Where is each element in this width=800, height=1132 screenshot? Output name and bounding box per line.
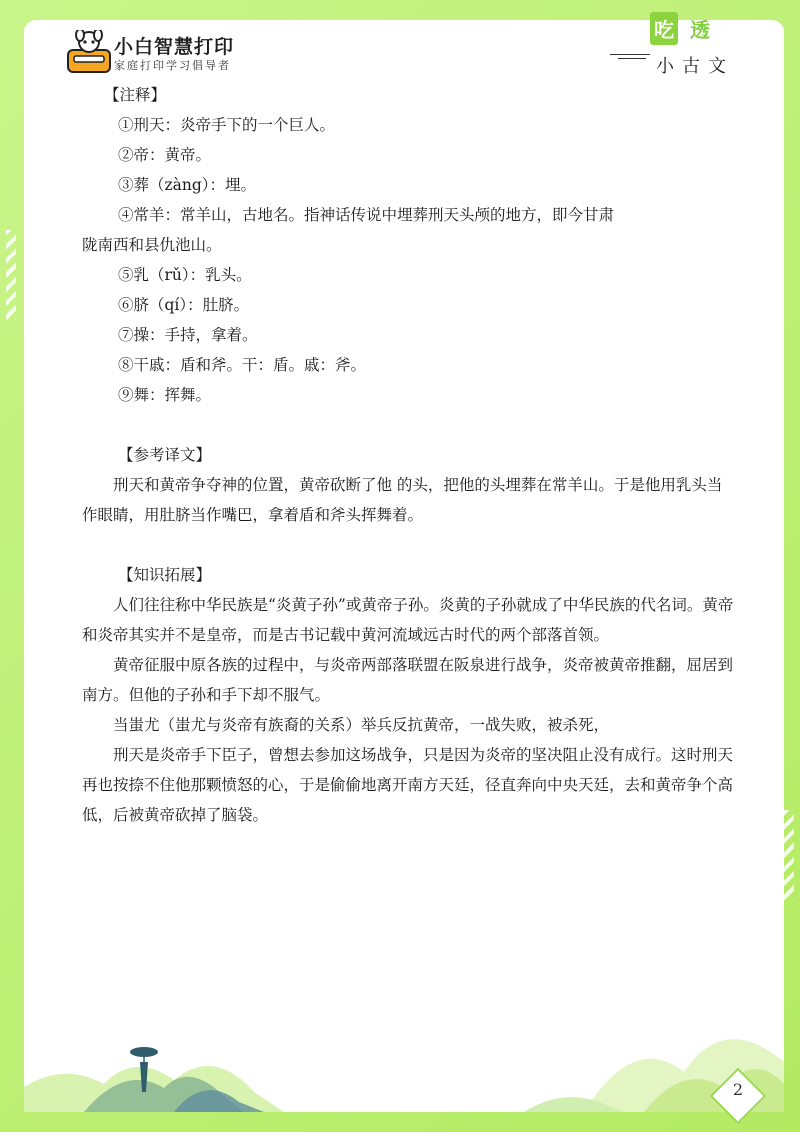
article-content	[82, 80, 734, 830]
note-item: ③葬（zàng）：埋。	[118, 176, 257, 194]
frame-stripe-decoration	[6, 230, 16, 320]
brand-main-char-1: 吃	[650, 12, 678, 45]
printer-mascot-icon	[66, 30, 112, 74]
note-item: ②帝：黄帝。	[118, 146, 212, 164]
notes-title: 【注释】	[104, 86, 167, 104]
translation-paragraph: 刑天和黄帝争夺神的位置，黄帝砍断了他 的头，把他的头埋葬在常羊山。于是他用乳头当作眼睛，用肚脐当作嘴巴，拿着盾和斧头挥舞着。	[82, 476, 723, 524]
extension-paragraph: 刑天是炎帝手下臣子，曾想去参加这场战争，只是因为炎帝的坚决阻止没有成行。这时刑天再也按捺不住他那颗愤怒的心，于是偷偷地离开南方天廷，径直奔向中央天廷，去和黄帝争个高低，后被黄帝砍掉了脑袋。	[82, 746, 734, 824]
translation-title: 【参考译文】	[118, 446, 212, 464]
brand-main-char-2: 透	[690, 18, 710, 42]
extension-paragraph: 人们往往称中华民族是“炎黄子孙”或黄帝子孙。炎黄的子孙就成了中华民族的代名词。黄帝和炎帝其实并不是皇帝，而是古书记载中黄河流域远古时代的两个部落首领。	[82, 596, 734, 644]
note-item: ①刑天：炎帝手下的一个巨人。	[118, 116, 336, 134]
brand-decor-line	[618, 58, 646, 59]
note-item: ④常羊：常羊山，古地名。指神话传说中埋葬刑天头颅的地方，即今甘肃	[118, 206, 615, 224]
extension-paragraph: 当蚩尤（蚩尤与炎帝有族裔的关系）举兵反抗黄帝，一战失败，被杀死，	[113, 716, 610, 734]
logo-title: 小白智慧打印	[114, 36, 235, 58]
logo-subtitle: 家庭打印学习倡导者	[114, 59, 231, 72]
extension-paragraph: 黄帝征服中原各族的过程中，与炎帝两部落联盟在阪泉进行战争，炎帝被黄帝推翻，屈居到南方。但他的子孙和手下却不服气。	[82, 656, 734, 704]
extension-title: 【知识拓展】	[118, 566, 212, 584]
note-item: ⑤乳（rǔ）：乳头。	[118, 266, 252, 284]
note-item: ⑨舞：挥舞。	[118, 386, 212, 404]
brand-subtitle: 小古文	[656, 56, 734, 77]
note-item: ⑧干戚：盾和斧。干：盾。戚：斧。	[118, 356, 367, 374]
note-item: ⑥脐（qí）：肚脐。	[118, 296, 250, 314]
series-brand	[610, 10, 760, 80]
note-item: 陇南西和县仇池山。	[82, 236, 222, 254]
brand-decor-line	[610, 54, 650, 55]
brand-logo	[66, 30, 256, 78]
frame-stripe-decoration	[784, 810, 794, 900]
note-item: ⑦操：手持，拿着。	[118, 326, 258, 344]
page-number: 2	[732, 1080, 744, 1099]
mountain-decoration	[24, 992, 784, 1112]
